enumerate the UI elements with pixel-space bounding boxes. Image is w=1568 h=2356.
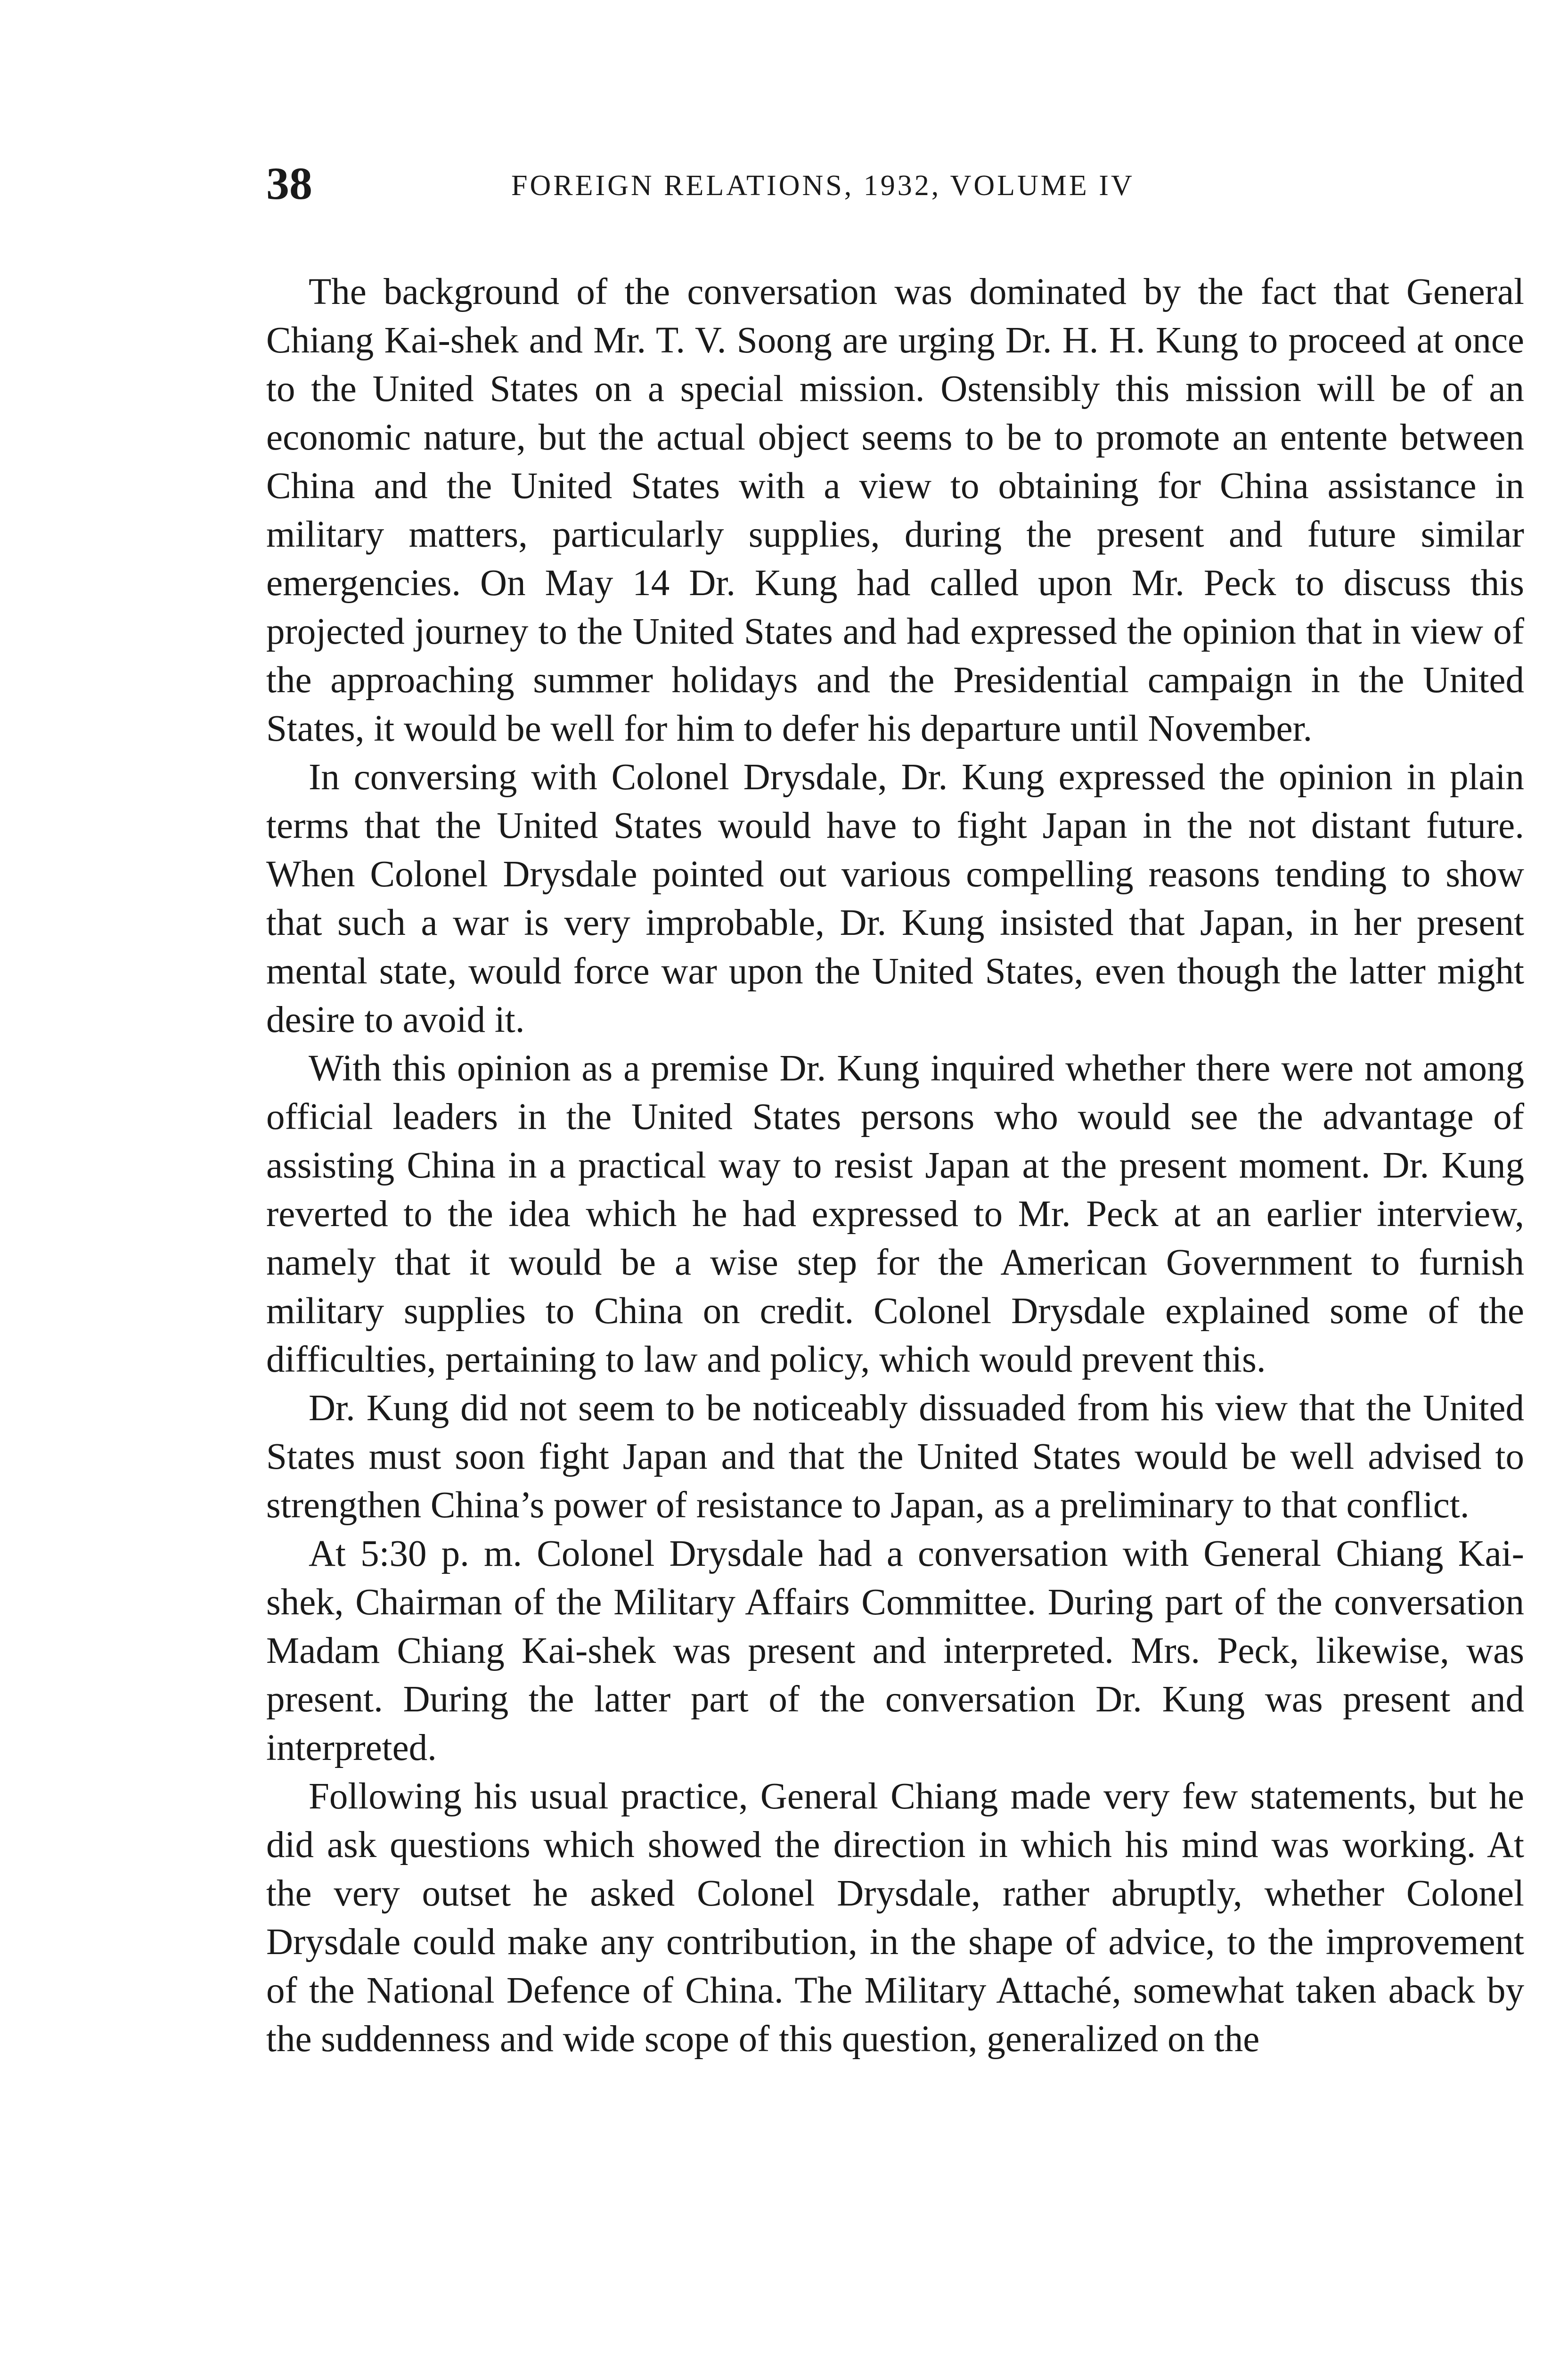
body-text [266,268,1524,2063]
paragraph: The background of the conversation was dominated by the fact that General Chiang Kai-shek and Mr. T. V. Soong are urging Dr. H. H. Kung to proceed at once to the United States on a special mission. Ostensibly this mission will be of an economic nature, but the actual object seems to be to promote an entente between China and the United States with a view to obtaining for China assistance in military matters, particularly supplies, during the present and future similar emergencies. On May 14 Dr. Kung had called upon Mr. Peck to discuss this projected journey to the United States and had expressed the opinion that in view of the approaching summer holidays and the Presidential campaign in the United States, it would be well for him to defer his departure until November. [266,271,1524,749]
paragraph: At 5:30 p. m. Colonel Drysdale had a conversation with General Chiang Kai-shek, Chairman of the Military Affairs Committee. During part of the conversation Madam Chiang Kai-shek was present and interpreted. Mrs. Peck, likewise, was present. During the latter part of the conversation Dr. Kung was present and interpreted. [266,1533,1524,1768]
page-number: 38 [266,158,312,209]
paragraph: Dr. Kung did not seem to be noticeably dissuaded from his view that the United States must soon fight Japan and that the United States would be well advised to strengthen China’s power of resistance to Japan, as a preliminary to that conflict. [266,1388,1524,1526]
paragraph: In conversing with Colonel Drysdale, Dr. Kung expressed the opinion in plain terms that the United States would have to fight Japan in the not distant future. When Colonel Drysdale pointed out various compelling reasons tending to show that such a war is very improbable, Dr. Kung insisted that Japan, in her present mental state, would force war upon the United States, even though the latter might desire to avoid it. [266,757,1524,1040]
running-title: FOREIGN RELATIONS, 1932, VOLUME IV [511,170,1135,202]
paragraph: With this opinion as a premise Dr. Kung inquired whether there were not among official leaders in the United States persons who would see the advantage of assisting China in a practical way to resist Japan at the present moment. Dr. Kung reverted to the idea which he had expressed to Mr. Peck at an earlier interview, namely that it would be a wise step for the American Government to furnish military supplies to China on credit. Colonel Drysdale explained some of the difficulties, pertaining to law and policy, which would prevent this. [266,1048,1524,1380]
page-header [266,155,1524,212]
paragraph: Following his usual practice, General Chiang made very few statements, but he did ask questions which showed the direction in which his mind was working. At the very outset he asked Colonel Drysdale, rather abruptly, whether Colonel Drysdale could make any contribution, in the shape of advice, to the improvement of the National Defence of China. The Military Attaché, somewhat taken aback by the suddenness and wide scope of this question, generalized on the [266,1776,1524,2060]
